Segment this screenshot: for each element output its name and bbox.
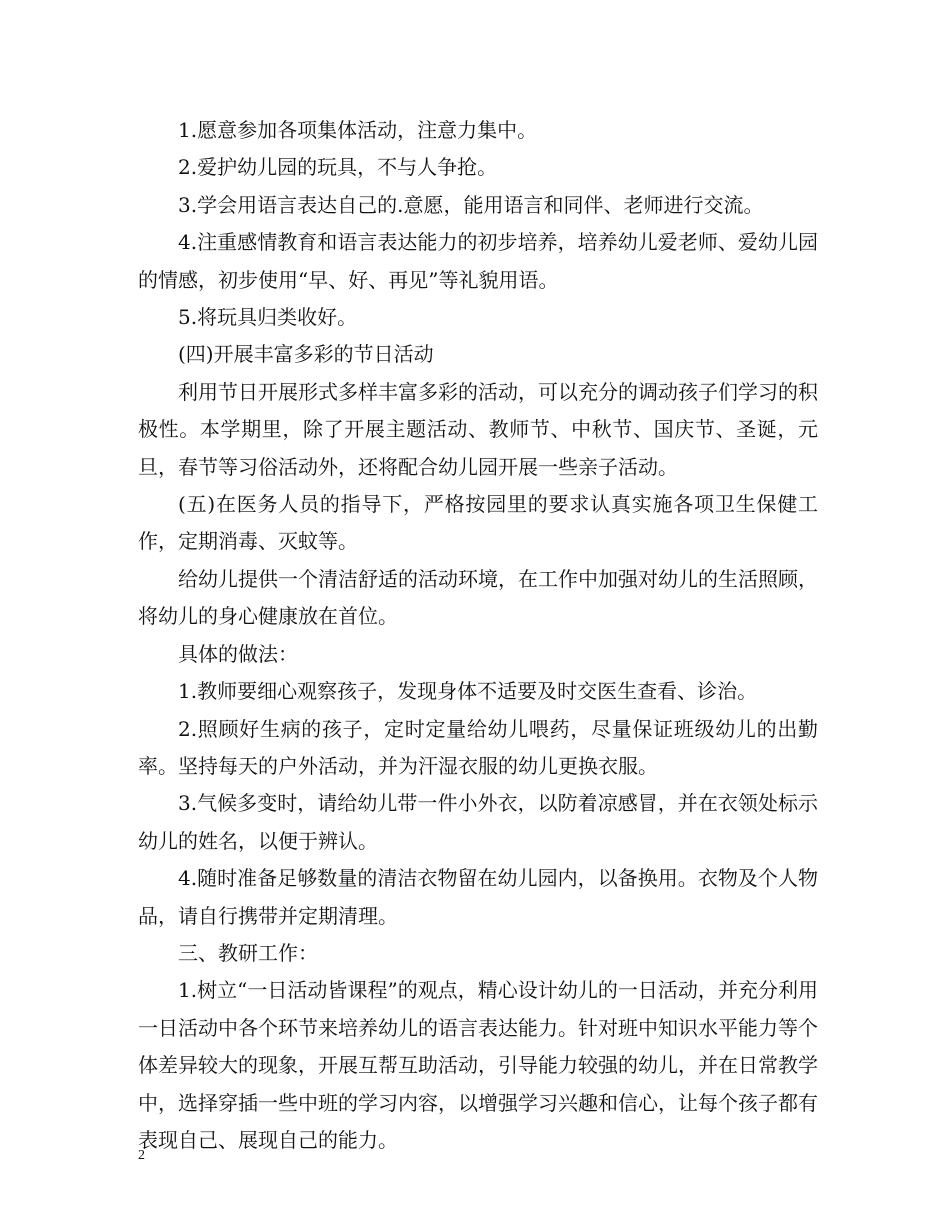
document-body	[138, 112, 818, 1159]
paragraph: 4.随时准备足够数量的清洁衣物留在幼儿园内，以备换用。衣物及个人物品，请自行携带并定期清理。	[138, 866, 818, 928]
section-heading: (四)开展丰富多彩的节日活动	[178, 342, 434, 367]
paragraph: 给幼儿提供一个清洁舒适的活动环境，在工作中加强对幼儿的生活照顾，将幼儿的身心健康放在首位。	[138, 566, 818, 629]
paragraph: 3.学会用语言表达自己的.意愿，能用语言和同伴、老师进行交流。	[178, 192, 764, 217]
paragraph: 2.爱护幼儿园的玩具，不与人争抢。	[178, 155, 498, 180]
paragraph: 5.将玩具归类收好。	[178, 305, 358, 330]
paragraph: 4.注重感情教育和语言表达能力的初步培养，培养幼儿爱老师、爱幼儿园的情感，初步使用“早、好、再见”等礼貌用语。	[138, 230, 818, 292]
section-heading: (五)在医务人员的指导下，严格按园里的要求认真实施各项卫生保健工作，定期消毒、灭蚊等。	[138, 492, 818, 554]
paragraph: 1.教师要细心观察孩子，发现身体不适要及时交医生查看、诊治。	[178, 679, 758, 704]
paragraph: 3.气候多变时，请给幼儿带一件小外衣，以防着凉感冒，并在衣领处标示幼儿的姓名，以便于辨认。	[138, 791, 818, 853]
paragraph: 利用节日开展形式多样丰富多彩的活动，可以充分的调动孩子们学习的积极性。本学期里，除了开展主题活动、教师节、中秋节、国庆节、圣诞，元旦，春节等习俗活动外，还将配合幼儿园开展一些亲子活动。	[138, 379, 818, 479]
page-number: 2	[138, 1148, 145, 1163]
paragraph: 具体的做法：	[178, 641, 298, 666]
paragraph: 1.愿意参加各项集体活动，注意力集中。	[178, 118, 538, 142]
section-heading: 三、教研工作：	[178, 940, 318, 965]
paragraph: 2.照顾好生病的孩子，定时定量给幼儿喂药，尽量保证班级幼儿的出勤率。坚持每天的户外活动，并为汗湿衣服的幼儿更换衣服。	[138, 716, 818, 778]
paragraph: 1.树立“一日活动皆课程”的观点，精心设计幼儿的一日活动，并充分利用一日活动中各个环节来培养幼儿的语言表达能力。针对班中知识水平能力等个体差异较大的现象，开展互帮互助活动，引导能力较强的幼儿，并在日常教学中，选择穿插一些中班的学习内容，以增强学习兴趣和信心，让每个孩子都有表现自己、展现自己的能力。	[138, 978, 818, 1152]
